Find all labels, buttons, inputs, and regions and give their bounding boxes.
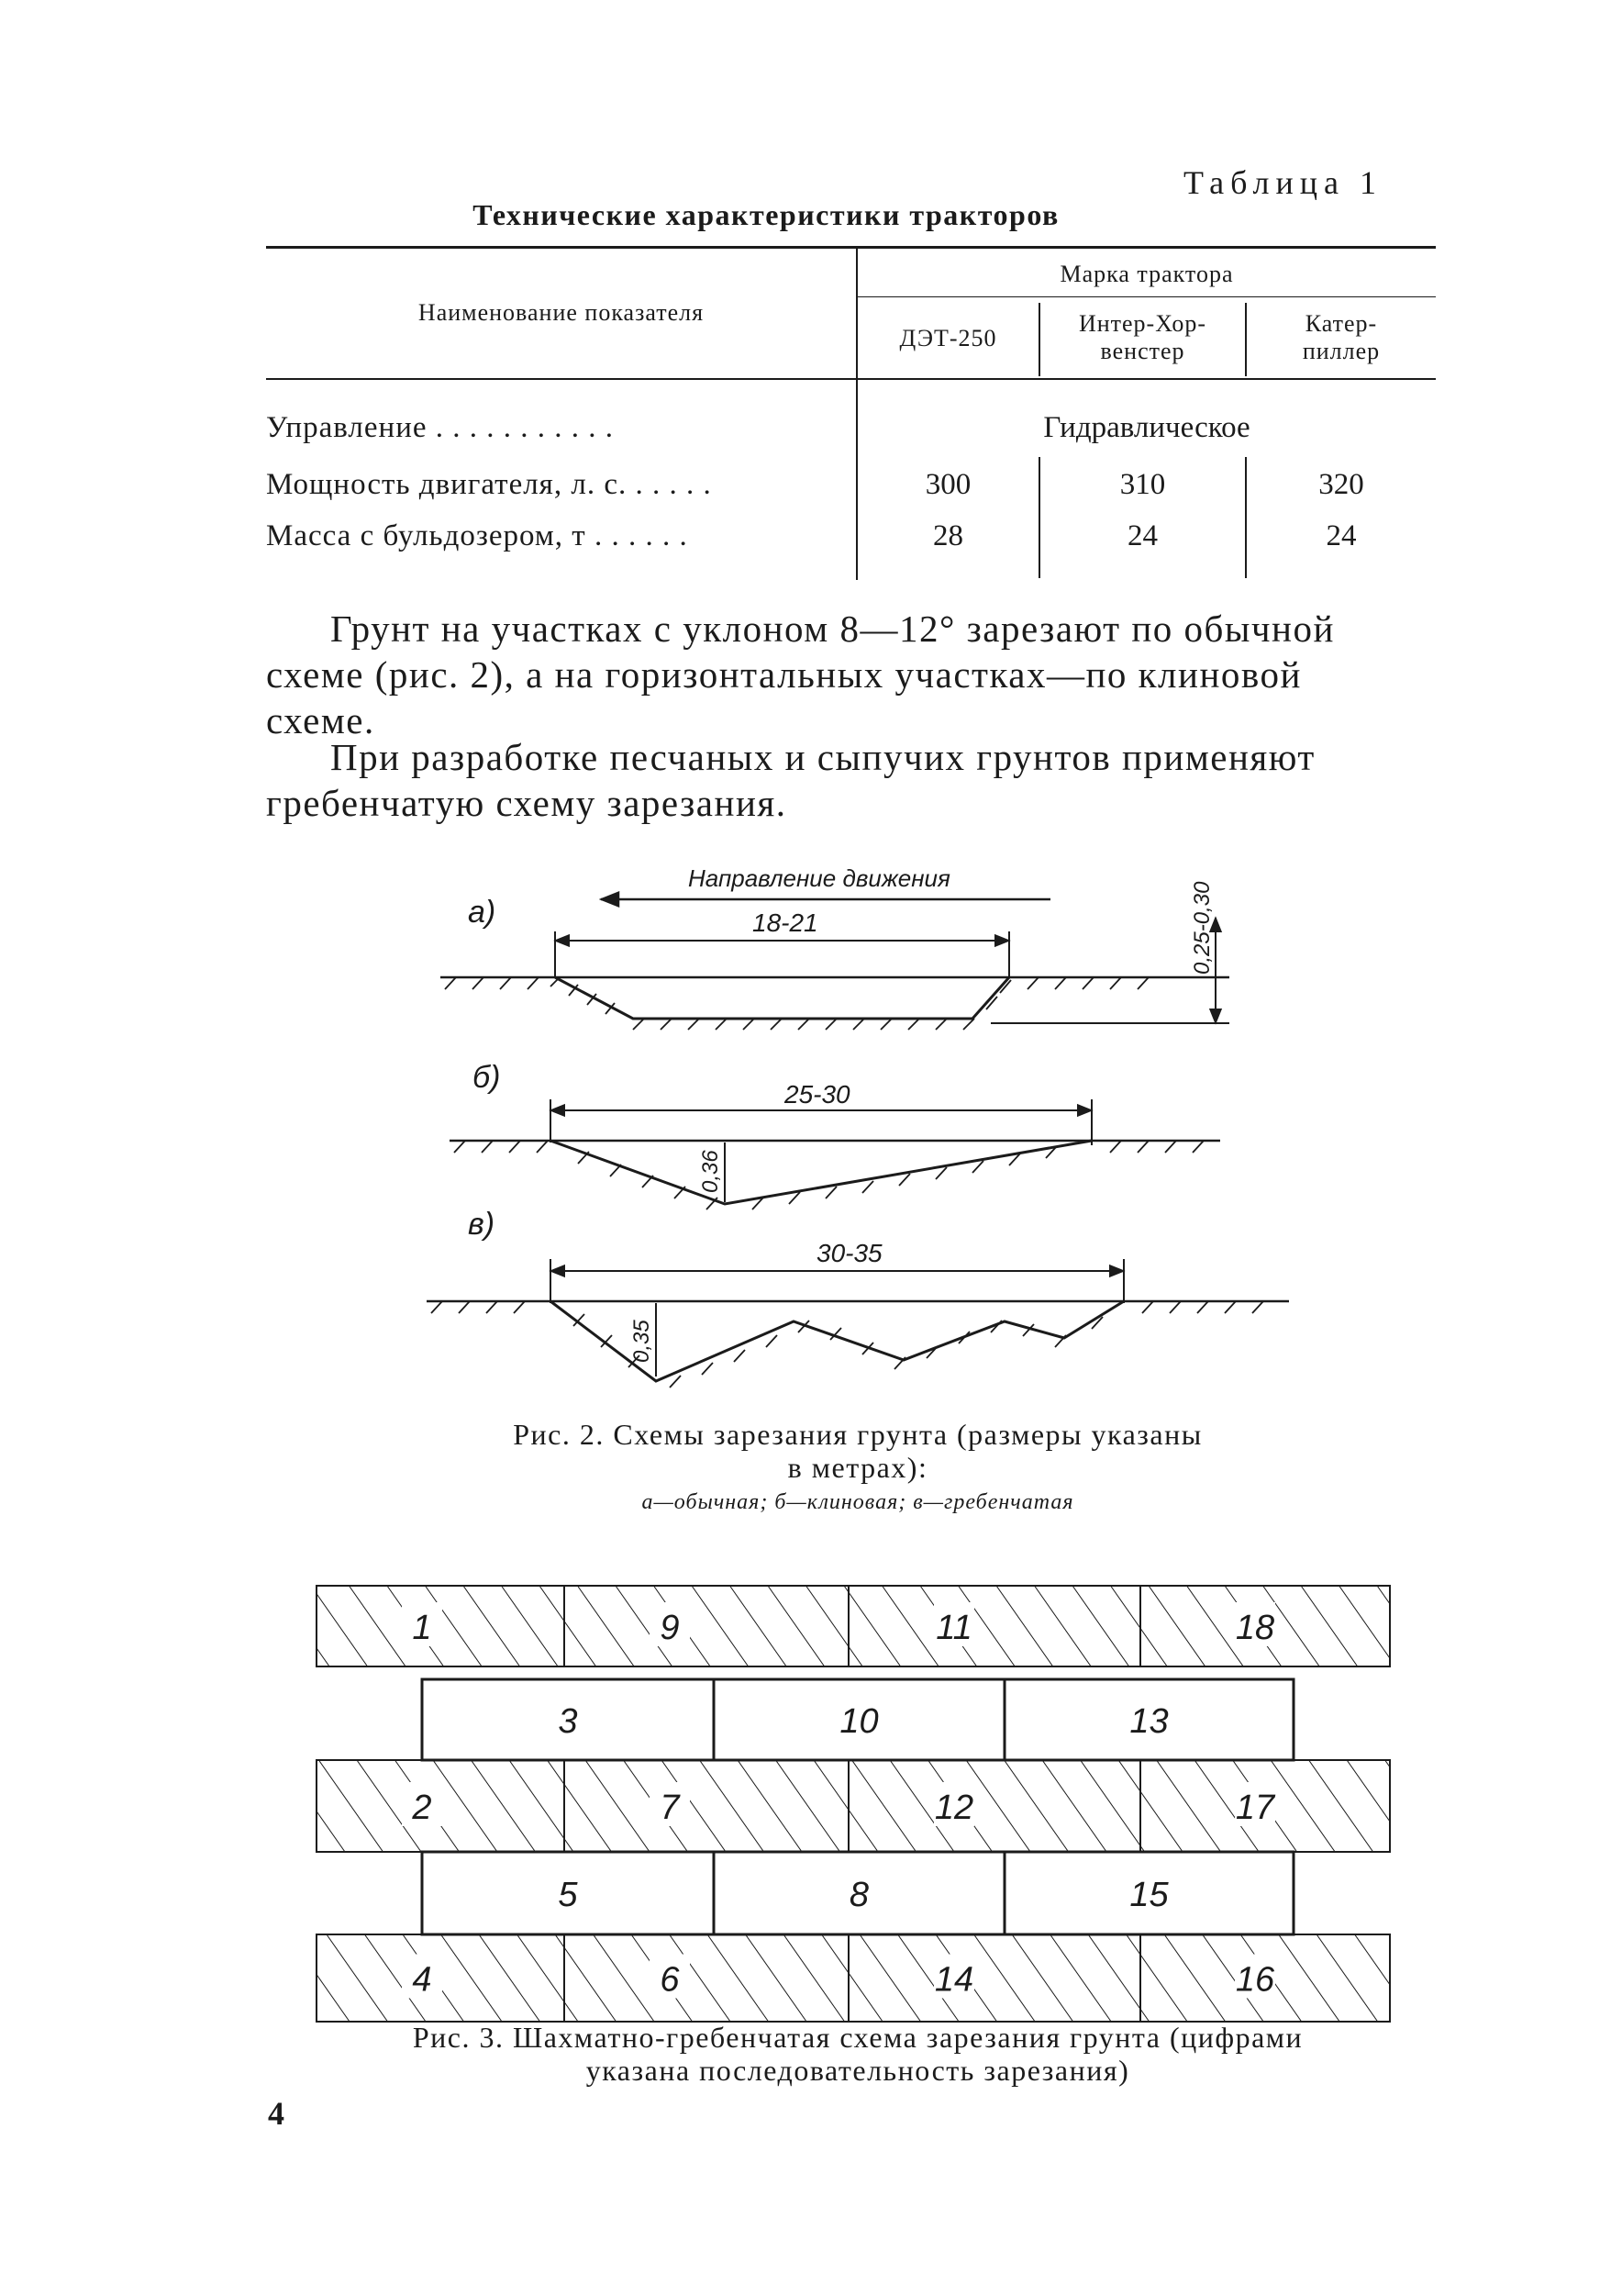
cut-sequence-number: 15	[1129, 1876, 1169, 1914]
scheme-b-depth: 0,36	[698, 1150, 723, 1193]
hatched-strip	[317, 1934, 1390, 2022]
scheme-a-width: 18-21	[752, 908, 818, 937]
power-det250: 300	[925, 468, 972, 501]
mass-det250: 28	[933, 519, 963, 552]
row-control-merged: Гидравлическое	[1043, 411, 1250, 444]
cut-sequence-number: 13	[1129, 1702, 1169, 1741]
mass-caterpillar: 24	[1326, 519, 1357, 552]
hatched-strip	[317, 1760, 1390, 1852]
cut-sequence-number: 2	[412, 1789, 432, 1827]
scheme-a-letter: а)	[468, 895, 496, 930]
power-caterpillar: 320	[1318, 468, 1364, 501]
cut-sequence-number: 14	[934, 1960, 974, 2000]
figure-2-legend: а—обычная; б—клиновая; в—гребенчатая	[641, 1490, 1074, 1514]
figure-3-caption: Рис. 3. Шахматно-гребенчатая схема зарезания грунта (цифрами указана последовательность зарезания)	[412, 2021, 1304, 2087]
paragraph-1: Грунт на участках с уклоном 8—12° зарезают по обычной схеме (рис. 2), а на горизонтальных участках—по клиновой схеме.	[266, 607, 1335, 741]
scheme-a-depth: 0,25-0,30	[1190, 881, 1215, 975]
scheme-c-depth: 0,35	[629, 1320, 654, 1363]
paragraph-2: При разработке песчаных и сыпучих грунтов применяют гребенчатую схему зарезания.	[266, 736, 1316, 824]
cut-sequence-number: 4	[412, 1960, 432, 2000]
cut-sequence-number: 1	[412, 1609, 432, 1647]
scheme-b-width: 25-30	[784, 1080, 850, 1109]
cut-sequence-number: 18	[1235, 1609, 1275, 1647]
cut-sequence-number: 11	[936, 1609, 972, 1647]
row-name-control: Управление . . . . . . . . . . .	[266, 411, 614, 444]
cut-sequence-number: 10	[839, 1702, 879, 1741]
cut-sequence-number: 6	[660, 1960, 680, 2000]
cut-sequence-number: 5	[558, 1876, 578, 1914]
table-label: Таблица 1	[1183, 164, 1383, 201]
cut-sequence-number: 8	[849, 1876, 870, 1914]
direction-label: Направление движения	[688, 864, 950, 892]
table-title: Технические характеристики тракторов	[472, 198, 1060, 231]
col-param-header: Наименование показателя	[417, 299, 705, 326]
col-group-header: Марка трактора	[1060, 261, 1234, 287]
mass-harvester: 24	[1128, 519, 1158, 552]
page-number: 4	[268, 2095, 284, 2132]
cut-sequence-number: 7	[660, 1789, 680, 1827]
cut-sequence-number: 17	[1235, 1789, 1275, 1827]
brand-international-harvester: Интер-Хор- венстер	[1078, 310, 1207, 364]
figure-2-caption: Рис. 2. Схемы зарезания грунта (размеры указаны в метрах):	[513, 1418, 1203, 1484]
brand-det250: ДЭТ-250	[899, 325, 997, 351]
power-harvester: 310	[1119, 468, 1166, 501]
scheme-b-letter: б)	[472, 1060, 501, 1095]
cut-sequence-number: 12	[934, 1789, 974, 1827]
hatched-strip	[317, 1586, 1390, 1666]
scheme-c-width: 30-35	[817, 1239, 883, 1267]
brand-caterpillar: Катер- пиллер	[1302, 310, 1381, 364]
row-name-power: Мощность двигателя, л. с. . . . . .	[266, 468, 712, 501]
row-name-mass: Масса с бульдозером, т . . . . . .	[266, 519, 688, 552]
cut-sequence-number: 16	[1235, 1960, 1275, 2000]
cut-sequence-number: 9	[660, 1609, 680, 1647]
cut-sequence-number: 3	[558, 1702, 578, 1741]
scheme-c-letter: в)	[468, 1207, 495, 1242]
